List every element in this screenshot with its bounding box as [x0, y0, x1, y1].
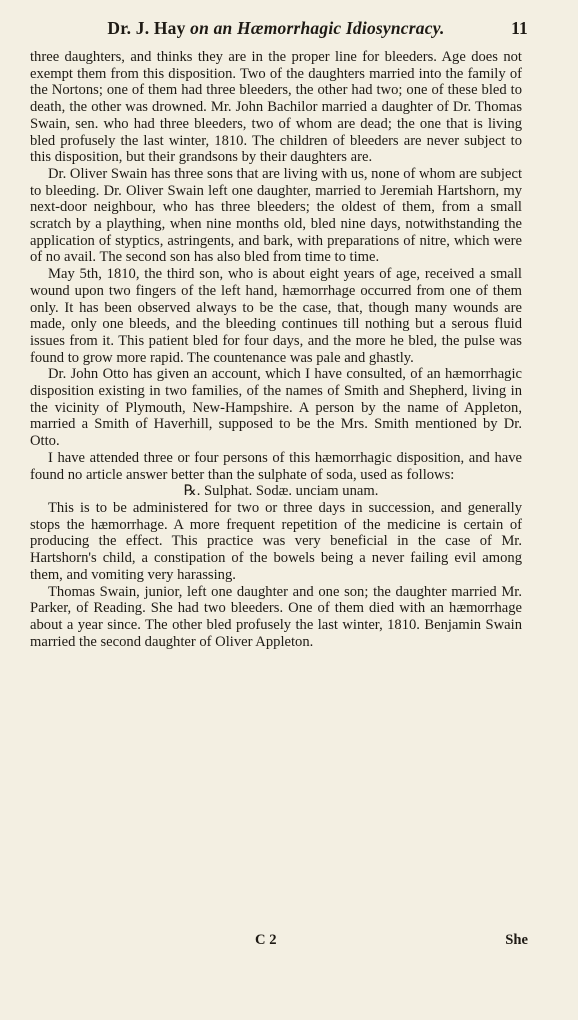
body-text	[30, 49, 522, 650]
paragraph-5: I have attended three or four persons of this hæmorrhagic disposition, and have found no article answer better than the sulphate of soda, used as follows:	[30, 449, 522, 483]
paragraph-3: May 5th, 1810, the third son, who is about eight years of age, received a small wound upon two fingers of the left hand, hæmorrhage occurred from one of them only. It has been observed always to be the case, that, though many wounds are made, only one bleeds, and the bleeding continues till nothing but a serous fluid issues from it. This patient bled for four days, and the more he bled, the pulse was found to grow more rapid. The countenance was pale and ghastly.	[30, 266, 522, 366]
paragraph-1: three daughters, and thinks they are in the proper line for bleeders. Age does not exempt them from this disposition. Two of the daughters married into the family of the Nortons; one of them had three bleeders, the other had two; one of these bled to death, the other was drowned. Mr. John Bachilor married a daughter of Dr. Thomas Swain, sen. who had three bleeders, two of whom are dead; the one that is living bled profusely the last winter, 1810. The children of bleeders are never subject to this disposition, but their grandsons by their daughters are.	[30, 49, 522, 166]
prescription-formula: ℞. Sulphat. Sodæ. unciam unam.	[183, 483, 379, 500]
running-header	[30, 18, 528, 44]
page-number: 11	[511, 18, 528, 38]
page-footer	[30, 932, 528, 950]
paragraph-6: This is to be administered for two or three days in succession, and generally stops the hæmorrhage. A more frequent repetition of the medicine is certain of producing the effect. This practice was very beneficial in the case of Mr. Hartshorn's child, a constipation of the bowels being a never failing evil among them, and vomiting very harassing.	[30, 499, 522, 583]
header-author: Dr. J. Hay	[107, 18, 191, 38]
catchword: She	[505, 932, 528, 948]
paragraph-2: Dr. Oliver Swain has three sons that are living with us, none of whom are subject to bleeding. Dr. Oliver Swain left one daughter, married to Jeremiah Hartshorn, my next-door neighbour, who has three bleeders; the oldest of them, from a small scratch by a plaything, when nine months old, bled nine days, notwithstanding the application of styptics, astringents, and bark, with preparations of nitre, which were of no avail. The second son has also bled from time to time.	[30, 165, 522, 266]
paragraph-4: Dr. John Otto has given an account, which I have consulted, of an hæmorrhagic disposition existing in two families, of the names of Smith and Shepherd, living in the vicinity of Plymouth, New-Hampshire. A person by the name of Appleton, married a Smith of Haverhill, supposed to be the Mrs. Smith mentioned by Dr. Otto.	[30, 366, 522, 450]
header-title: on an Hæmorrhagic Idiosyncracy.	[190, 18, 445, 38]
signature-mark: C 2	[255, 932, 277, 948]
paragraph-7: Thomas Swain, junior, left one daughter and one son; the daughter married Mr. Parker, of Reading. She had two bleeders. One of them died with an hæmorrhage about a year since. The other bled profusely the last winter, 1810. Benjamin Swain married the second daughter of Oliver Appleton.	[30, 583, 522, 650]
